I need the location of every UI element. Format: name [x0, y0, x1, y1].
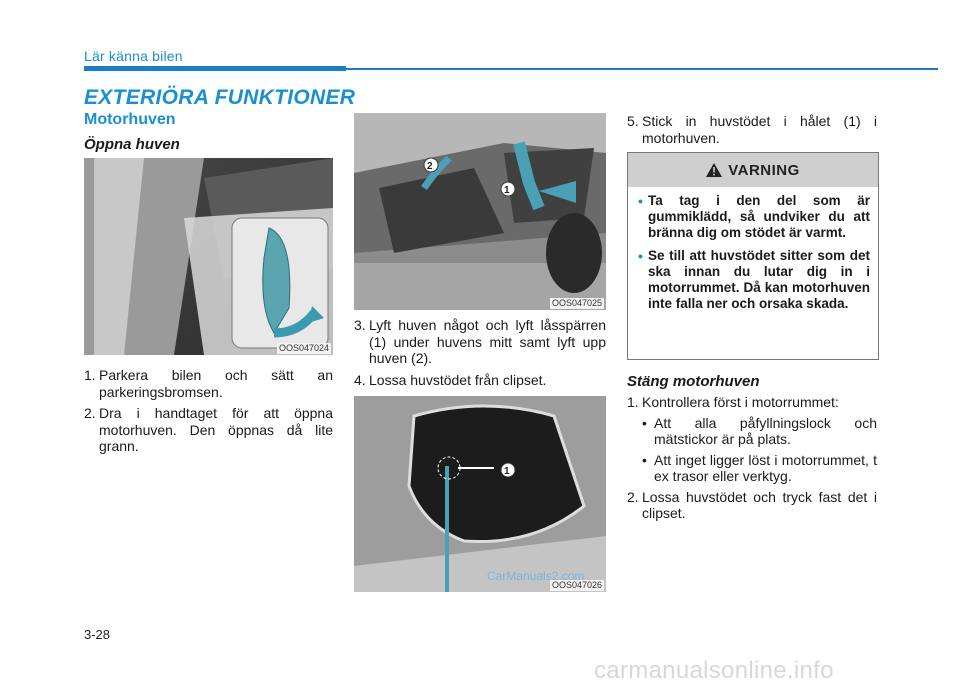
step-2 [84, 405, 333, 455]
bullet-icon: • [638, 248, 643, 264]
open-hood-steps-1-2 [84, 367, 333, 455]
close-step-2 [627, 489, 877, 522]
figure-code: OOS047024 [278, 343, 329, 353]
header-rule-thick [84, 66, 346, 71]
step-text: Stick in huvstödet i hålet (1) i motorhuven. [642, 113, 877, 146]
hood-latch-illustration [354, 113, 606, 310]
step-number: 1. [627, 394, 639, 410]
warning-box [627, 152, 879, 360]
figure-code: OOS047026 [551, 580, 602, 590]
open-hood-steps-3-4 [354, 317, 606, 388]
step-number: 4. [354, 371, 366, 388]
bullet-icon: • [642, 414, 647, 431]
site-watermark: CarManuals2.com [487, 569, 585, 583]
bullet-icon: • [642, 451, 647, 468]
warning-item [638, 248, 870, 312]
bullet-item [642, 452, 877, 485]
close-step-1 [627, 394, 877, 411]
step-number: 2. [84, 405, 96, 421]
subheading-motorhuven: Motorhuven [84, 111, 176, 128]
step-text: Lyft huven något och lyft låsspärren (1) under huvens mitt samt lyft upp huven (2). [369, 317, 606, 366]
step-text: Parkera bilen och sätt an parkeringsbromsen. [99, 367, 333, 400]
hood-support-illustration [354, 396, 606, 592]
step-text: Kontrollera först i motorrummet: [642, 394, 839, 410]
step-1 [84, 367, 333, 400]
warning-body [638, 193, 870, 319]
warning-triangle-icon [706, 163, 722, 177]
figure-code: OOS047025 [551, 298, 602, 308]
step-5 [627, 113, 877, 146]
bullet-item [642, 415, 877, 448]
step-4 [354, 372, 606, 389]
warning-header [628, 153, 878, 187]
bullet-text: Att inget ligger löst i motorrummet, t ex trasor eller verktyg. [654, 451, 877, 484]
warning-title: VARNING [728, 161, 800, 179]
heading-open-hood: Öppna huven [84, 136, 180, 153]
warning-item [638, 193, 870, 241]
step-text: Dra i handtaget för att öppna motorhuven. Den öppnas då lite grann. [99, 405, 333, 454]
step-number: 3. [354, 317, 366, 333]
page-number: 3-28 [84, 627, 111, 642]
figure-hood-support-rod [354, 396, 606, 592]
step-text: Lossa huvstödet från clipset. [369, 371, 547, 388]
open-hood-step-5 [627, 113, 877, 146]
page-title: EXTERIÖRA FUNKTIONER [84, 86, 356, 109]
step-number: 5. [627, 113, 639, 129]
step-number: 1. [84, 367, 96, 383]
bullet-text: Att alla påfyllningslock och mätstickor är på plats. [654, 414, 877, 447]
hood-release-illustration [84, 158, 333, 355]
header-rule-thin [346, 68, 938, 70]
callout-1: 1 [504, 466, 510, 477]
step-text: Lossa huvstödet och tryck fast det i clipset. [642, 488, 877, 521]
footer-watermark: carmanualsonline.info [594, 657, 834, 684]
bullet-icon: • [638, 193, 643, 209]
warning-text: Ta tag i den del som är gummiklädd, så undviker du att bränna dig om stödet är varmt. [648, 193, 870, 240]
close-hood-steps [627, 394, 877, 522]
figure-hood-latch-lever [354, 113, 606, 310]
section-label: Lär känna bilen [84, 48, 183, 64]
step-number: 2. [627, 488, 639, 505]
heading-close-hood: Stäng motorhuven [627, 373, 760, 390]
callout-1: 1 [504, 185, 510, 196]
step-3 [354, 317, 606, 367]
close-hood-bullets [627, 415, 877, 485]
figure-hood-release-handle [84, 158, 333, 355]
callout-2: 2 [427, 161, 433, 172]
warning-text: Se till att huvstödet sitter som det ska innan du lutar dig in i motorrummet. Då kan motorhuven inte falla ner och orsaka skada. [648, 248, 870, 311]
